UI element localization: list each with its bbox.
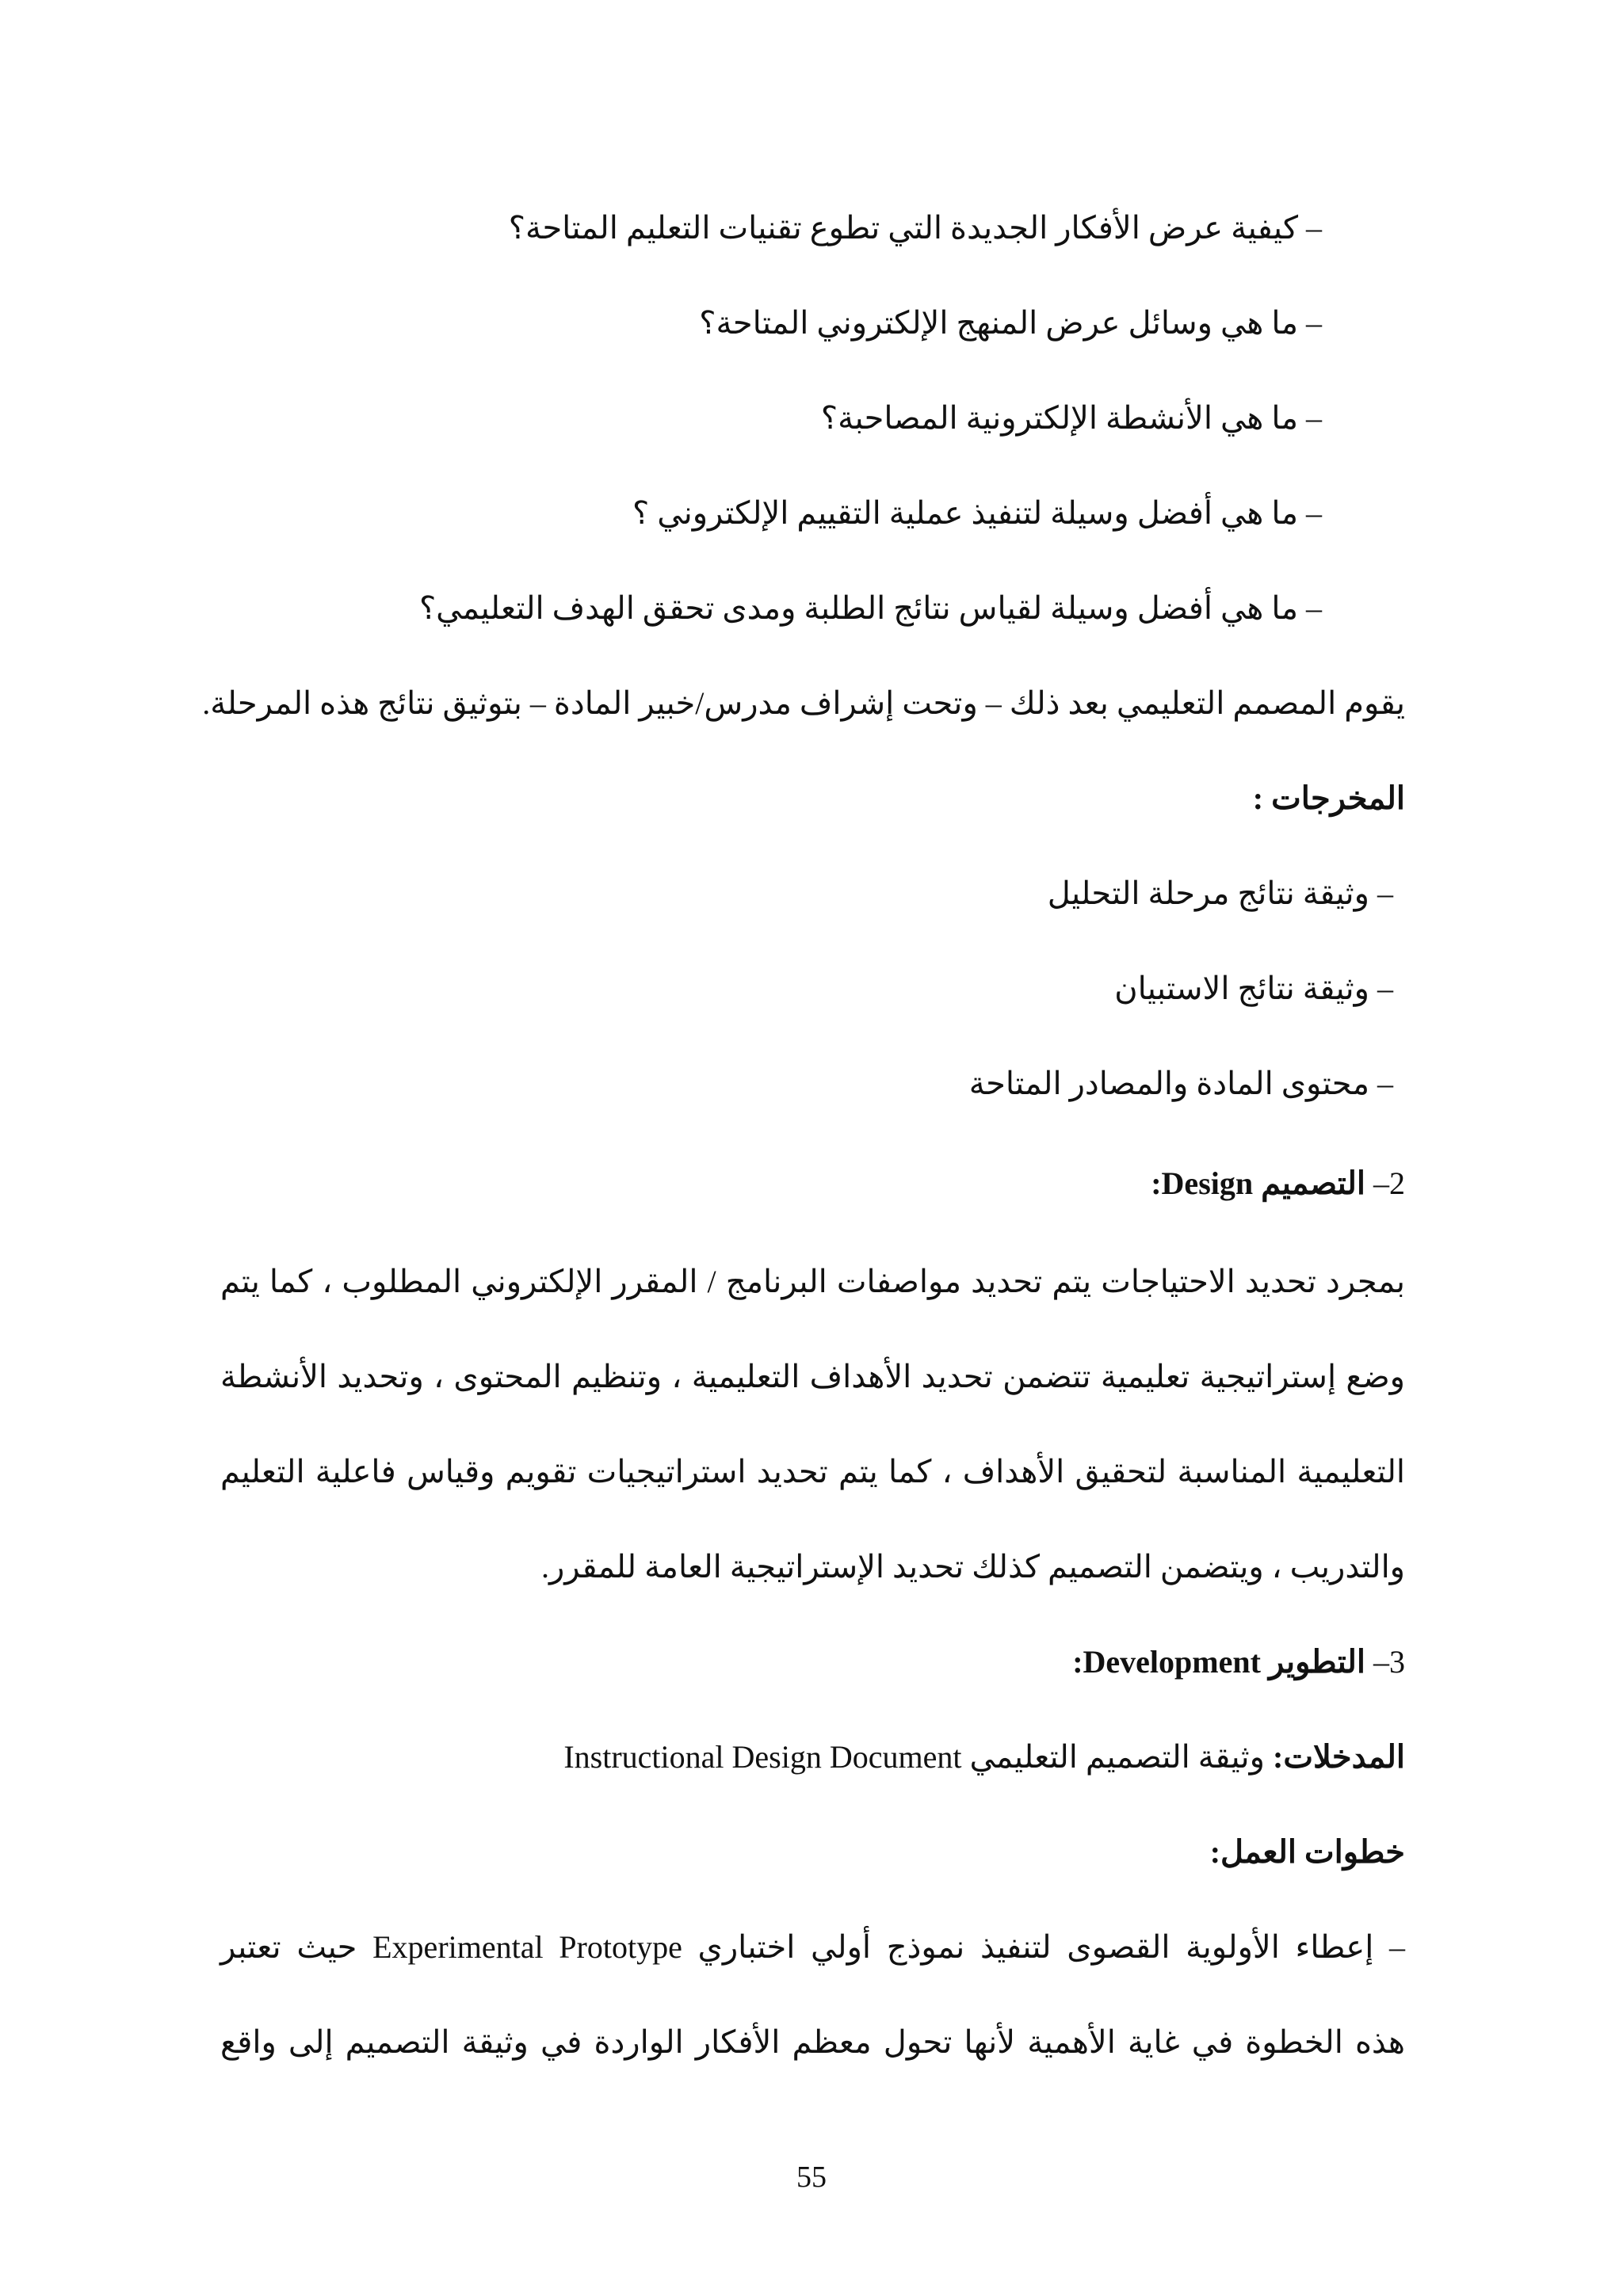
inputs-english-text: Instructional Design Document: [563, 1739, 962, 1775]
development-heading-english: Development: [1083, 1644, 1261, 1680]
step-line-1: [220, 1925, 1405, 1970]
design-heading-english: Design: [1161, 1165, 1254, 1201]
work-steps-heading: خطوات العمل:: [1209, 1834, 1405, 1870]
step-line-1-end: حيث تعتبر: [220, 1929, 357, 1965]
development-heading: [0, 1640, 1405, 1684]
page-number: 55: [796, 2161, 827, 2194]
development-heading-number: 3–: [1373, 1644, 1405, 1680]
output-item: – وثيقة نتائج الاستبيان: [1114, 971, 1393, 1006]
documentation-sentence: يقوم المصمم التعليمي بعد ذلك – وتحت إشراف مدرس/خبير المادة – بتوثيق نتائج هذه المرحلة.: [202, 685, 1405, 721]
design-paragraph-line: والتدريب ، ويتضمن التصميم كذلك تحديد الإستراتيجية العامة للمقرر.: [540, 1549, 1405, 1585]
question-line: – ما هي أفضل وسيلة لتنفيذ عملية التقييم الإلكتروني ؟: [632, 495, 1322, 531]
design-heading: [0, 1161, 1405, 1206]
inputs-label: المدخلات:: [1273, 1739, 1405, 1775]
step-line-2: هذه الخطوة في غاية الأهمية لأنها تحول معظم الأفكار الواردة في وثيقة التصميم إلى واقع: [220, 2024, 1405, 2060]
design-paragraph-line: بمجرد تحديد الاحتياجات يتم تحديد مواصفات البرنامج / المقرر الإلكتروني المطلوب ، كما يتم: [220, 1264, 1405, 1299]
question-line: – كيفية عرض الأفكار الجديدة التي تطوع تقنيات التعليم المتاحة؟: [508, 210, 1322, 246]
design-heading-colon: :: [1151, 1165, 1162, 1201]
design-heading-arabic: التصميم: [1261, 1165, 1365, 1201]
inputs-arabic-text: وثيقة التصميم التعليمي: [969, 1739, 1265, 1775]
step-line-1-english: Experimental Prototype: [372, 1929, 682, 1965]
output-item: – وثيقة نتائج مرحلة التحليل: [1047, 875, 1393, 911]
step-line-1-start: – إعطاء الأولوية القصوى لتنفيذ نموذج أولي اختباري: [697, 1929, 1406, 1965]
question-line: – ما هي أفضل وسيلة لقياس نتائج الطلبة ومدى تحقق الهدف التعليمي؟: [418, 590, 1322, 626]
design-heading-number: 2–: [1373, 1165, 1405, 1201]
question-line: – ما هي الأنشطة الإلكترونية المصاحبة؟: [820, 400, 1322, 436]
outputs-heading: المخرجات :: [1252, 780, 1405, 816]
design-paragraph-line: التعليمية المناسبة لتحقيق الأهداف ، كما يتم تحديد استراتيجيات تقويم وقياس فاعلية التعليم: [220, 1454, 1405, 1489]
question-line: – ما هي وسائل عرض المنهج الإلكتروني المتاحة؟: [699, 305, 1322, 341]
development-heading-arabic: التطوير: [1268, 1644, 1365, 1680]
development-heading-colon: :: [1072, 1644, 1083, 1680]
inputs-line: [0, 1735, 1405, 1779]
design-paragraph-line: وضع إستراتيجية تعليمية تتضمن تحديد الأهداف التعليمية ، وتنظيم المحتوى ، وتحديد الأنشطة: [220, 1359, 1405, 1394]
output-item: – محتوى المادة والمصادر المتاحة: [968, 1066, 1393, 1101]
